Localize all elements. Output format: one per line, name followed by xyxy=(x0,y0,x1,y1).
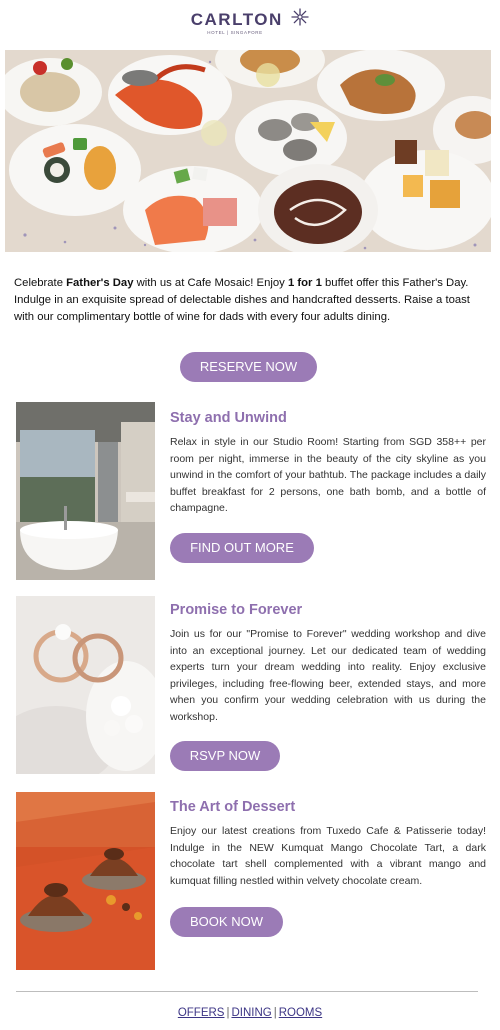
promise-to-forever-body: Join us for our "Promise to Forever" wedding workshop and dive into an exceptional journey. Let our dedicated team of wedding experts turn your dream wedding into reality. Enjoy exclusive privileges, including free-flowing beer, extended stays, and more when you confirm your wedding celebration with us during the workshop. xyxy=(170,628,486,723)
footer-link-rooms[interactable]: ROOMS xyxy=(278,1007,323,1019)
brand-subtitle: HOTEL | SINGAPORE xyxy=(207,30,263,35)
book-now-button[interactable]: BOOK NOW xyxy=(170,907,283,937)
wedding-rings-image xyxy=(16,596,155,774)
intro-text-1: Celebrate xyxy=(14,277,67,289)
promise-to-forever-title: Promise to Forever xyxy=(170,602,303,618)
reserve-now-button[interactable]: RESERVE NOW xyxy=(180,352,317,382)
find-out-more-button[interactable]: FIND OUT MORE xyxy=(170,533,314,563)
bathroom-image xyxy=(16,402,155,580)
brand-name: CARLTON xyxy=(190,9,283,29)
brand-logo[interactable] xyxy=(0,8,500,38)
footer-separator: | xyxy=(226,1007,230,1019)
intro-paragraph xyxy=(14,275,486,326)
art-of-dessert-body: Enjoy our latest creations from Tuxedo Cafe & Patisserie today! Indulge in the NEW Kumquat Mango Chocolate Tart, a dark chocolate tart shell complemented with a vibrant mango and kumquat filling nestled within velvety chocolate cream. xyxy=(170,825,486,887)
footer-separator: | xyxy=(273,1007,277,1019)
intro-text-2: with us at Cafe Mosaic! Enjoy xyxy=(133,277,288,289)
starburst-icon xyxy=(291,8,309,31)
intro-bold-fathers-day: Father's Day xyxy=(66,277,134,289)
footer-divider xyxy=(16,991,478,992)
footer-link-offers[interactable]: OFFERS xyxy=(177,1007,225,1019)
stay-and-unwind-body: Relax in style in our Studio Room! Starting from SGD 358++ per room per night, immerse in the beauty of the city skyline as you unwind in the comfort of your bathtub. The package includes a daily buffet breakfast for 2 persons, one bath bomb, and a bottle of champagne. xyxy=(170,436,486,514)
footer-link-dining[interactable]: DINING xyxy=(231,1007,272,1019)
footer-nav xyxy=(0,1007,500,1019)
intro-text-3: buffet offer this Father's Day. Indulge in an exquisite spread of delectable dishes and handcrafted desserts. Raise a toast with our complimentary bottle of wine for dads with every four adults dining. xyxy=(14,277,470,323)
art-of-dessert-title: The Art of Dessert xyxy=(170,799,296,815)
dessert-image xyxy=(16,792,155,970)
rsvp-now-button[interactable]: RSVP NOW xyxy=(170,741,280,771)
hero-buffet-image xyxy=(5,50,491,252)
intro-bold-offer: 1 for 1 xyxy=(287,277,322,289)
stay-and-unwind-title: Stay and Unwind xyxy=(170,410,287,426)
